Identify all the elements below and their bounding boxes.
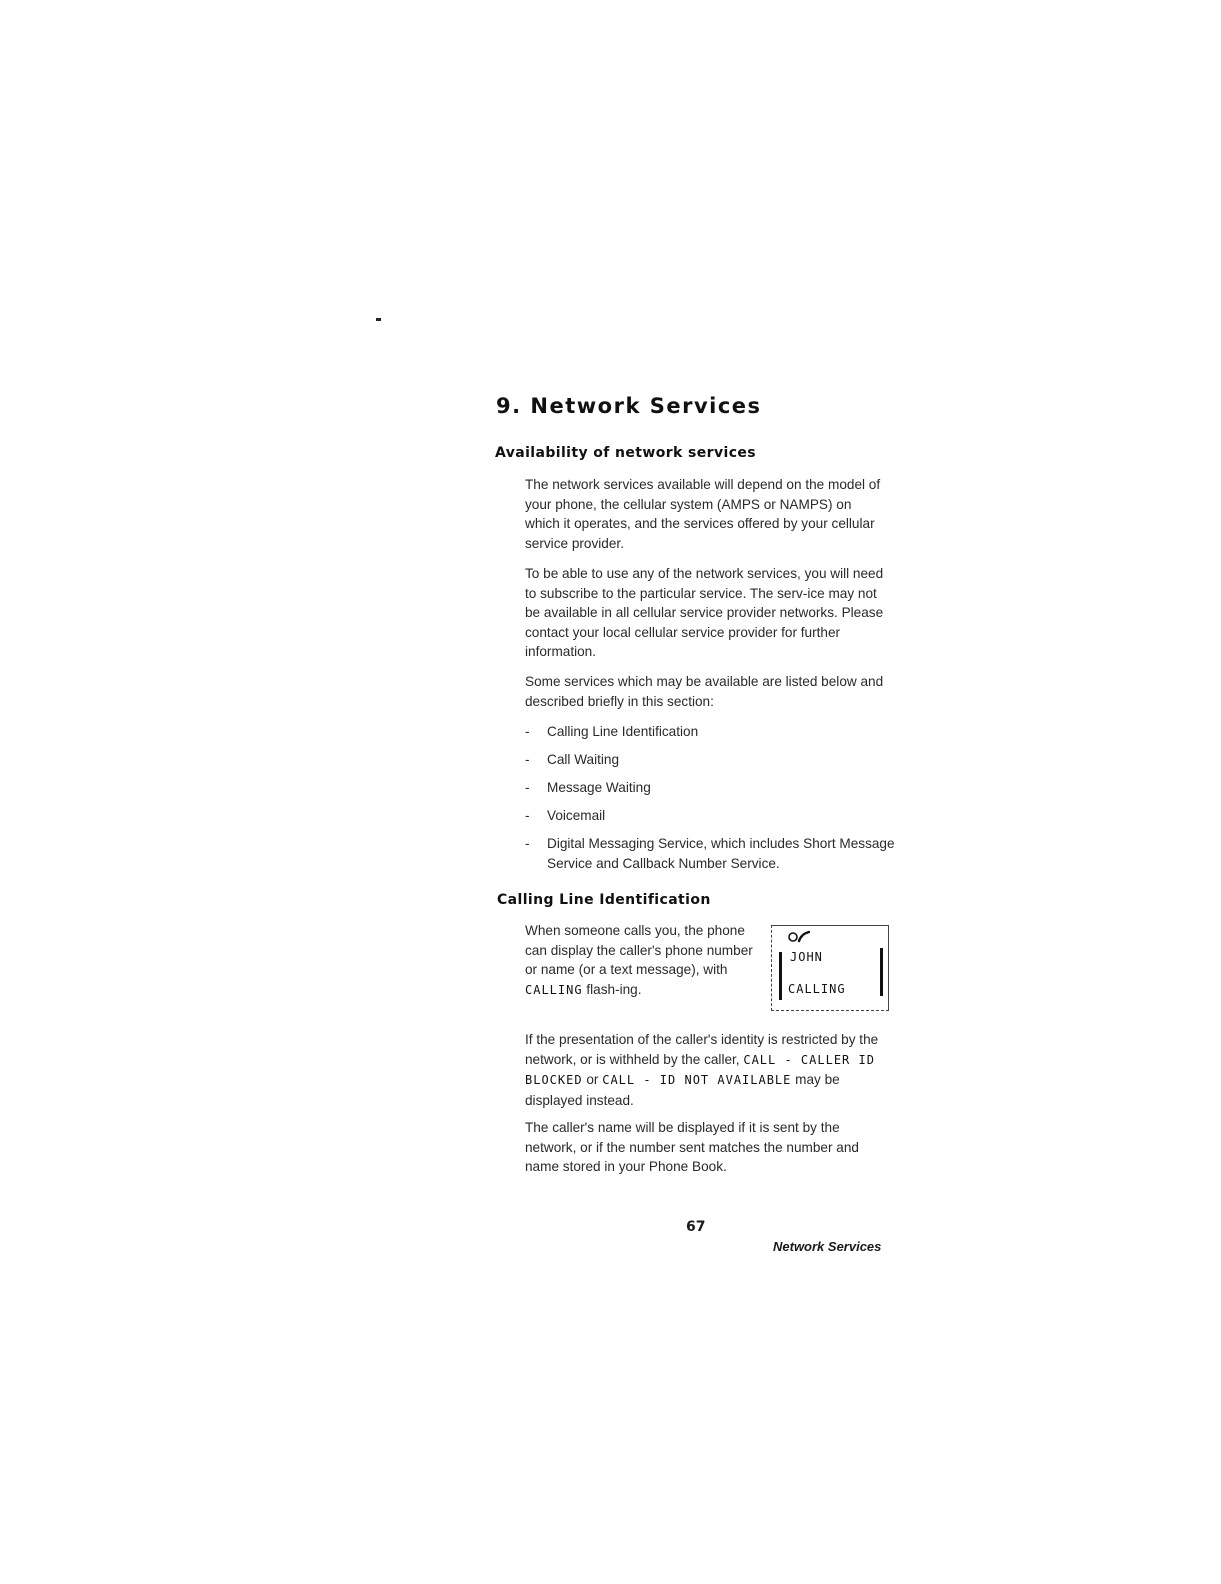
battery-bar [880, 948, 883, 996]
list-dash: - [525, 808, 530, 823]
list-item-text: Call Waiting [547, 752, 620, 767]
section-heading-calling-line: Calling Line Identification [497, 892, 711, 908]
text-run: or [582, 1072, 603, 1087]
paragraph-subscribe: To be able to use any of the network services, you will need to subscribe to the particular service. The serv-ice may not be available in all cellular service provider networks. Please contact your local cellular service provider for further information. [525, 566, 884, 659]
text-run: If the presentation of the caller's identity is restricted by the network, or is withheld by the caller, [525, 1032, 879, 1067]
list-dash: - [525, 752, 530, 767]
text-run: may be displayed instead. [525, 1072, 840, 1108]
display-caller-name: JOHN [790, 950, 823, 964]
text-run: flash-ing. [582, 981, 642, 997]
call-icon [788, 930, 810, 949]
list-item-text: Message Waiting [547, 780, 651, 795]
text-run: When someone calls you, the phone can display the caller's phone number or name (or a text message), with [525, 923, 753, 977]
page-title: 9. Network Services [496, 394, 762, 418]
list-item-text: Voicemail [547, 808, 606, 823]
display-status: CALLING [788, 982, 846, 996]
paragraph-caller-display [525, 921, 765, 1000]
list-dash: - [525, 780, 530, 795]
display-code-not-available: CALL - ID NOT AVAILABLE [602, 1073, 792, 1087]
list-item [525, 778, 895, 798]
section-heading-availability: Availability of network services [495, 445, 757, 461]
list-item-text: Calling Line Identification [547, 724, 699, 739]
display-code-calling: CALLING [525, 982, 583, 997]
list-item [525, 806, 895, 826]
display-code-blocked: CALL - CALLER ID BLOCKED [525, 1052, 875, 1087]
phone-display-illustration [771, 925, 889, 1011]
signal-bar [779, 952, 782, 1000]
paragraph-services-depend: The network services available will depend on the model of your phone, the cellular system (AMPS or NAMPS) on which it operates, and the services offered by your cellular service provider. [525, 477, 881, 551]
list-dash: - [525, 724, 530, 739]
service-list [525, 722, 895, 882]
list-item [525, 834, 895, 873]
list-item-text: Digital Messaging Service, which includes Short Message Service and Callback Number Service. [547, 836, 895, 871]
paragraph-services-listed: Some services which may be available are listed below and described briefly in this section: [525, 674, 884, 709]
paragraph-caller-name: The caller's name will be displayed if it is sent by the network, or if the number sent matches the number and name stored in your Phone Book. [525, 1120, 859, 1174]
list-item [525, 750, 895, 770]
running-footer: Network Services [773, 1239, 882, 1254]
scan-mark [376, 318, 381, 321]
page-number: 67 [686, 1219, 706, 1235]
list-dash: - [525, 836, 530, 851]
paragraph-restricted-identity [525, 1030, 890, 1110]
list-item [525, 722, 895, 742]
